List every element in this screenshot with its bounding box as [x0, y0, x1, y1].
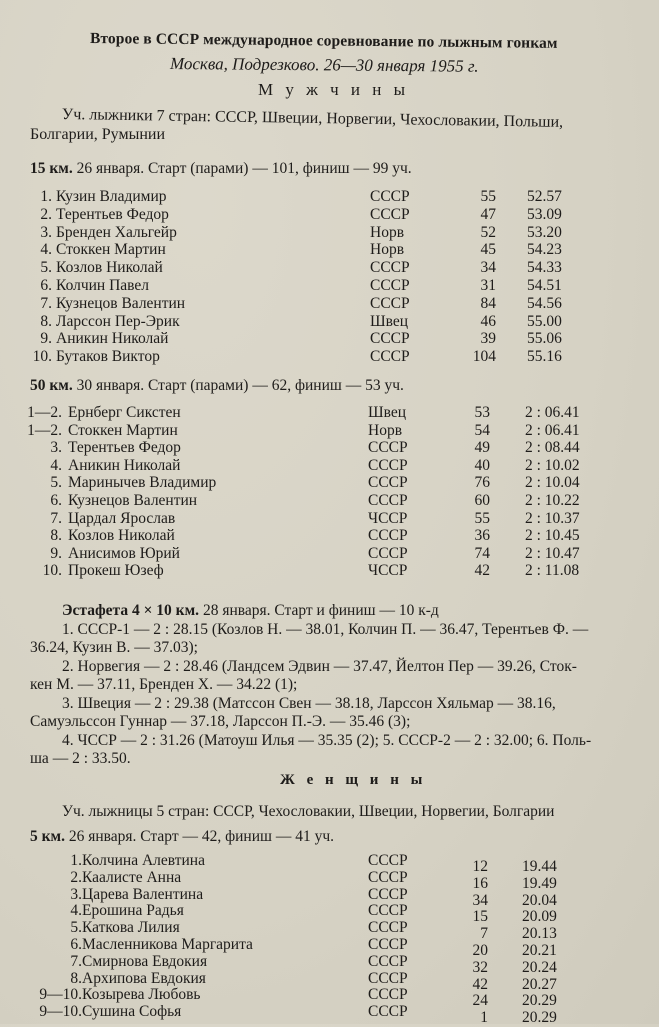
relay-line-8: ша — 2 : 33.50.: [30, 750, 131, 767]
bib-number: 39: [480, 330, 496, 348]
country-cell: СССР: [368, 456, 408, 474]
rank-cell: 8.: [50, 527, 62, 545]
rank-cell: 1—2.: [27, 421, 62, 439]
rank-cell: 6.: [50, 492, 62, 509]
finish-time: 2 : 06.41: [525, 421, 580, 439]
finish-time: 20.27: [522, 975, 557, 993]
finish-time: 2 : 10.47: [525, 544, 580, 562]
bib-number: 15: [472, 908, 488, 926]
athlete-name: Колчина Алевтина: [82, 852, 205, 869]
country-cell: СССР: [368, 439, 408, 457]
table-row: [0, 1003, 659, 1027]
women-heading: Ж е н щ и н ы: [280, 772, 427, 788]
finish-time: 54.56: [527, 294, 562, 312]
bib-number: 54: [474, 421, 490, 439]
country-cell: СССР: [368, 952, 408, 970]
rank-cell: 4.: [50, 456, 62, 474]
finish-time: 2 : 10.37: [525, 509, 580, 527]
bib-number: 42: [474, 562, 490, 580]
athlete-name: Аникин Николай: [68, 456, 181, 474]
relay-title: Эстафета 4 × 10 км.: [62, 602, 200, 619]
finish-time: 19.44: [522, 858, 557, 875]
athlete-name: Кузнецов Валентин: [56, 294, 186, 312]
country-cell: СССР: [368, 492, 408, 509]
bib-number: 84: [480, 294, 496, 312]
rank-cell: 9—10.: [39, 1003, 82, 1021]
race-5km-info: 26 января. Старт — 42, финиш — 41 уч.: [65, 828, 335, 845]
bib-number: 46: [480, 312, 496, 330]
relay-line-3: 2. Норвегия — 2 : 28.46 (Ландсем Эдвин — 37.47, Йелтон Пер — 39.26, Сток-: [62, 658, 577, 675]
finish-time: 2 : 06.41: [525, 404, 580, 421]
country-cell: СССР: [368, 544, 408, 562]
country-cell: СССР: [368, 868, 408, 886]
athlete-name: Масленникова Маргарита: [82, 936, 253, 953]
athlete-name: Бутаков Виктор: [56, 348, 160, 366]
country-cell: СССР: [368, 885, 408, 903]
finish-time: 20.24: [522, 958, 557, 976]
finish-time: 19.49: [522, 874, 557, 892]
table-row: [0, 868, 659, 892]
rank-cell: 8.: [70, 969, 82, 987]
rank-cell: 1.: [70, 852, 82, 869]
relay-header: [62, 602, 439, 620]
country-cell: СССР: [368, 986, 408, 1004]
rank-cell: 5.: [40, 259, 52, 277]
bib-number: 31: [480, 277, 496, 294]
rank-cell: 4.: [40, 241, 52, 259]
bib-number: 16: [472, 874, 488, 892]
athlete-name: Ернберг Сикстен: [68, 404, 181, 421]
country-cell: СССР: [368, 969, 408, 987]
country-cell: СССР: [368, 1003, 408, 1021]
bib-number: 34: [480, 259, 496, 277]
athlete-name: Ерошина Радья: [82, 902, 184, 920]
race-50km-info: 30 января. Старт (парами) — 62, финиш — 53 уч.: [72, 377, 404, 394]
country-cell: СССР: [370, 188, 410, 205]
finish-time: 2 : 10.04: [525, 474, 580, 492]
bib-number: 32: [472, 958, 488, 976]
country-cell: Швец: [368, 404, 407, 421]
country-cell: СССР: [368, 919, 408, 937]
country-cell: Швец: [370, 312, 409, 330]
table-row: [0, 562, 659, 580]
bib-number: 20: [472, 942, 488, 959]
bib-number: 104: [472, 348, 496, 366]
bib-number: 52: [480, 223, 496, 241]
relay-line-2: 36.24, Кузин В. — 37.03);: [30, 639, 198, 656]
bib-number: 1: [480, 1009, 488, 1027]
table-row: [0, 457, 659, 475]
athlete-name: Царева Валентина: [82, 885, 204, 903]
relay-line-5: 3. Швеция — 2 : 29.38 (Матссон Свен — 38.18, Ларссон Хяльмар — 38.16,: [62, 695, 556, 712]
page-title: Второе в СССР международное соревнование по лыжным гонкам: [89, 30, 558, 52]
country-cell: СССР: [368, 902, 408, 920]
race-50km-header: [30, 377, 404, 395]
table-row: [0, 224, 659, 242]
rank-cell: 9.: [50, 544, 62, 562]
country-cell: СССР: [368, 852, 408, 869]
table-row: [0, 474, 659, 492]
athlete-name: Ларссон Пер-Эрик: [56, 312, 180, 330]
athlete-name: Терентьев Федор: [68, 439, 181, 457]
rank-cell: 7.: [50, 509, 62, 527]
table-row: [0, 206, 659, 224]
race-50km-distance: 50 км.: [30, 377, 73, 394]
athlete-name: Сушина Софья: [82, 1003, 182, 1021]
bib-number: 55: [474, 509, 490, 527]
athlete-name: Аникин Николай: [56, 330, 169, 348]
rank-cell: 2.: [40, 205, 52, 223]
bib-number: 76: [474, 474, 490, 492]
athlete-name: Анисимов Юрий: [68, 544, 180, 562]
finish-time: 55.00: [527, 312, 562, 330]
country-cell: СССР: [368, 936, 408, 953]
country-cell: ЧССР: [368, 509, 408, 527]
finish-time: 2 : 11.08: [525, 562, 580, 580]
finish-time: 53.20: [527, 223, 562, 241]
finish-time: 20.21: [522, 942, 557, 959]
finish-time: 53.09: [527, 205, 562, 223]
rank-cell: 1.: [40, 188, 52, 205]
finish-time: 55.06: [527, 330, 562, 348]
country-cell: Норв: [370, 223, 405, 241]
table-row: [0, 986, 659, 1010]
men-participants-line1: Уч. лыжники 7 стран: СССР, Швеции, Норвегии, Чехословакии, Польши,: [61, 106, 564, 131]
relay-line-1: 1. СССР-1 — 2 : 28.15 (Козлов Н. — 38.01, Колчин П. — 36.47, Терентьев Ф. —: [62, 621, 589, 638]
athlete-name: Каткова Лилия: [82, 919, 180, 937]
finish-time: 54.23: [527, 241, 562, 259]
finish-time: 2 : 10.22: [525, 492, 580, 509]
rank-cell: 3.: [50, 439, 62, 457]
bib-number: 42: [472, 975, 488, 993]
table-row: [0, 545, 659, 563]
bib-number: 53: [474, 404, 490, 421]
rank-cell: 4.: [70, 902, 82, 920]
table-row: [0, 527, 659, 545]
athlete-name: Кузин Владимир: [56, 188, 167, 205]
athlete-name: Каалисте Анна: [82, 868, 182, 886]
table-row: [0, 295, 659, 313]
table-row: [0, 952, 659, 976]
rank-cell: 9.: [40, 330, 52, 348]
bib-number: 12: [472, 858, 488, 875]
rank-cell: 3.: [40, 223, 52, 241]
finish-time: 54.33: [527, 259, 562, 277]
country-cell: СССР: [368, 474, 408, 492]
men-heading: М у ж ч и н ы: [258, 80, 410, 99]
table-row: [0, 330, 659, 348]
bib-number: 49: [474, 439, 490, 457]
table-row: [0, 919, 659, 943]
country-cell: Норв: [370, 241, 405, 259]
rank-cell: 5.: [70, 919, 82, 937]
finish-time: 55.16: [527, 348, 562, 366]
table-row: [0, 510, 659, 528]
table-row: [0, 404, 659, 422]
rank-cell: 6.: [70, 936, 82, 953]
finish-time: 2 : 10.45: [525, 527, 580, 545]
bib-number: 40: [474, 456, 490, 474]
table-row: [0, 241, 659, 259]
table-row: [0, 885, 659, 909]
table-row: [0, 969, 659, 993]
table-row: [0, 902, 659, 926]
bib-number: 36: [474, 527, 490, 545]
race-5km-distance: 5 км.: [30, 828, 65, 845]
bib-number: 34: [472, 891, 488, 909]
finish-time: 54.51: [527, 277, 562, 294]
athlete-name: Стоккен Мартин: [56, 241, 166, 259]
bib-number: 7: [480, 925, 488, 943]
country-cell: ЧССР: [368, 562, 408, 580]
finish-time: 2 : 10.02: [525, 456, 580, 474]
page-subtitle: Москва, Подрезково. 26—30 января 1955 г.: [169, 54, 479, 76]
country-cell: Норв: [368, 421, 403, 439]
athlete-name: Терентьев Федор: [56, 205, 169, 223]
athlete-name: Козырева Любовь: [82, 986, 201, 1004]
bib-number: 55: [480, 188, 496, 205]
finish-time: 20.13: [522, 925, 557, 943]
bib-number: 74: [474, 544, 490, 562]
athlete-name: Прокеш Юзеф: [68, 562, 164, 580]
athlete-name: Козлов Николай: [56, 259, 163, 277]
finish-time: 2 : 08.44: [525, 439, 580, 457]
rank-cell: 9—10.: [39, 986, 82, 1004]
race-15km-distance: 15 км.: [30, 160, 73, 177]
country-cell: СССР: [368, 527, 408, 545]
athlete-name: Архипова Евдокия: [82, 969, 206, 987]
rank-cell: 3.: [70, 885, 82, 903]
relay-info: 28 января. Старт и финиш — 10 к-д: [199, 602, 439, 619]
rank-cell: 5.: [50, 474, 62, 492]
rank-cell: 1—2.: [27, 404, 62, 421]
country-cell: СССР: [370, 348, 410, 366]
race-15km-info: 26 января. Старт (парами) — 101, финиш — 99 уч.: [72, 160, 412, 177]
finish-time: 52.57: [527, 188, 562, 205]
table-row: [0, 277, 659, 295]
finish-time: 20.09: [522, 908, 557, 926]
table-row: [0, 422, 659, 440]
rank-cell: 2.: [70, 868, 82, 886]
athlete-name: Стоккен Мартин: [68, 421, 178, 439]
bib-number: 45: [480, 241, 496, 259]
women-participants: Уч. лыжницы 5 стран: СССР, Чехословакии, Швеции, Норвегии, Болгарии: [62, 803, 555, 820]
athlete-name: Козлов Николай: [68, 527, 175, 545]
country-cell: СССР: [370, 330, 410, 348]
table-row: [0, 936, 659, 959]
bib-number: 47: [480, 205, 496, 223]
rank-cell: 7.: [40, 294, 52, 312]
finish-time: 20.29: [522, 992, 557, 1010]
country-cell: СССР: [370, 277, 410, 294]
rank-cell: 8.: [40, 312, 52, 330]
rank-cell: 10.: [32, 348, 52, 366]
rank-cell: 7.: [70, 952, 82, 970]
country-cell: СССР: [370, 205, 410, 223]
race-15km-header: [30, 160, 412, 178]
table-row: [0, 188, 659, 206]
finish-time: 20.29: [522, 1009, 557, 1027]
table-row: [0, 259, 659, 277]
country-cell: СССР: [370, 294, 410, 312]
bib-number: 24: [472, 992, 488, 1010]
finish-time: 20.04: [522, 891, 557, 909]
athlete-name: Кузнецов Валентин: [68, 492, 198, 509]
table-row: [0, 348, 659, 366]
race-5km-header: [30, 828, 334, 846]
relay-line-4: кен М. — 37.11, Бренден Х. — 34.22 (1);: [30, 676, 298, 693]
table-row: [0, 492, 659, 510]
relay-line-6: Самуэльссон Гуннар — 37.18, Ларссон П.-Э. — 35.46 (3);: [30, 713, 411, 730]
athlete-name: Маринычев Владимир: [68, 474, 217, 492]
athlete-name: Колчин Павел: [56, 277, 150, 294]
relay-line-7: 4. ЧССР — 2 : 31.26 (Матоуш Илья — 35.35 (2); 5. СССР-2 — 2 : 32.00; 6. Поль-: [62, 732, 592, 749]
table-row: [0, 852, 659, 875]
athlete-name: Бренден Хальгейр: [56, 223, 177, 241]
men-participants-line2: Болгарии, Румынии: [30, 126, 165, 143]
athlete-name: Цардал Ярослав: [68, 509, 176, 527]
athlete-name: Смирнова Евдокия: [82, 952, 208, 970]
table-row: [0, 439, 659, 457]
rank-cell: 10.: [42, 562, 62, 580]
bib-number: 60: [474, 492, 490, 509]
country-cell: СССР: [370, 259, 410, 277]
table-row: [0, 313, 659, 331]
rank-cell: 6.: [40, 277, 52, 294]
